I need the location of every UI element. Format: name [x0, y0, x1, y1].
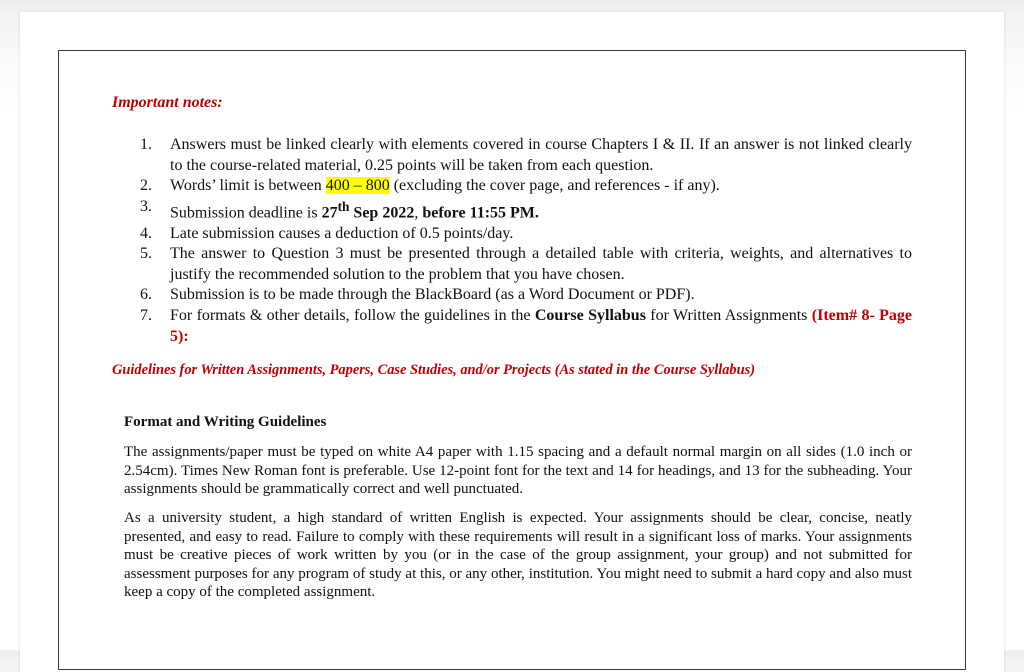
note-item-6 — [130, 285, 912, 306]
format-writing-title: Format and Writing Guidelines — [124, 414, 327, 430]
highlighted-word-limit: 400 – 800 — [325, 177, 390, 195]
notes-list — [130, 135, 912, 347]
course-syllabus-label: Course Syllabus — [534, 307, 646, 325]
note-item-4 — [130, 224, 912, 245]
note-number: 1. — [140, 136, 152, 153]
note-item-1 — [130, 135, 912, 176]
guidelines-heading: Guidelines for Written Assignments, Papers, Case Studies, and/or Projects (As stated in the Course Syllabus) — [112, 362, 756, 378]
note-text: For formats & other details, follow the guidelines in the — [170, 307, 535, 325]
note-text: (excluding the cover page, and references - if any). — [389, 177, 720, 195]
note-text: , — [414, 204, 423, 222]
note-number: 2. — [140, 177, 152, 195]
note-item-7 — [130, 306, 912, 347]
note-item-3 — [130, 197, 912, 224]
note-text: Answers must be linked clearly with elements covered in course Chapters I & II. If an answer is not linked clearly to the course-related material, 0.25 points will be taken from each question. — [170, 136, 912, 174]
note-text: Submission deadline is — [170, 204, 322, 222]
item-reference: (Item# 8- Page 5): — [170, 307, 913, 345]
note-number: 6. — [140, 286, 152, 304]
note-number: 3. — [140, 197, 152, 215]
deadline-day: 27 — [321, 204, 338, 222]
note-item-2 — [130, 176, 912, 197]
note-text: Words’ limit is between — [170, 177, 326, 195]
note-number: 4. — [140, 224, 152, 242]
note-text: The answer to Question 3 must be presented through a detailed table with criteria, weights, and alternatives to justify the recommended solution to the problem that you have chosen. — [170, 245, 912, 283]
note-number: 5. — [140, 245, 152, 263]
important-notes-heading: Important notes: — [112, 94, 223, 111]
note-text: Submission is to be made through the BlackBoard (as a Word Document or PDF). — [170, 286, 695, 304]
note-number: 7. — [140, 307, 152, 325]
deadline-time: before 11:55 PM. — [422, 204, 539, 222]
deadline-date: Sep 2022 — [349, 204, 415, 222]
note-item-5 — [130, 244, 912, 285]
note-text: Late submission causes a deduction of 0.5 points/day. — [170, 224, 514, 242]
note-text: for Written Assignments — [645, 307, 812, 325]
format-paragraph-1: The assignments/paper must be typed on white A4 paper with 1.15 spacing and a default normal margin on all sides (1.0 inch or 2.54cm). Times New Roman font is preferable. Use 12-point font for the text and 14 for headings, and 13 for the subheading. Your assignments should be grammatically correct and well punctuated. — [124, 444, 912, 498]
deadline-day-suffix: th — [337, 198, 350, 214]
format-paragraph-2: As a university student, a high standard of written English is expected. Your assignments should be clear, concise, neatly presented, and easy to read. Failure to comply with these requirements will result in a significant loss of marks. Your assignments must be creative pieces of work written by you (or in the case of the group assignment, your group) and not submitted for assessment purposes for any program of study at this, or any other, institution. You might need to submit a hard copy and also must keep a copy of the completed assignment. — [124, 510, 912, 601]
